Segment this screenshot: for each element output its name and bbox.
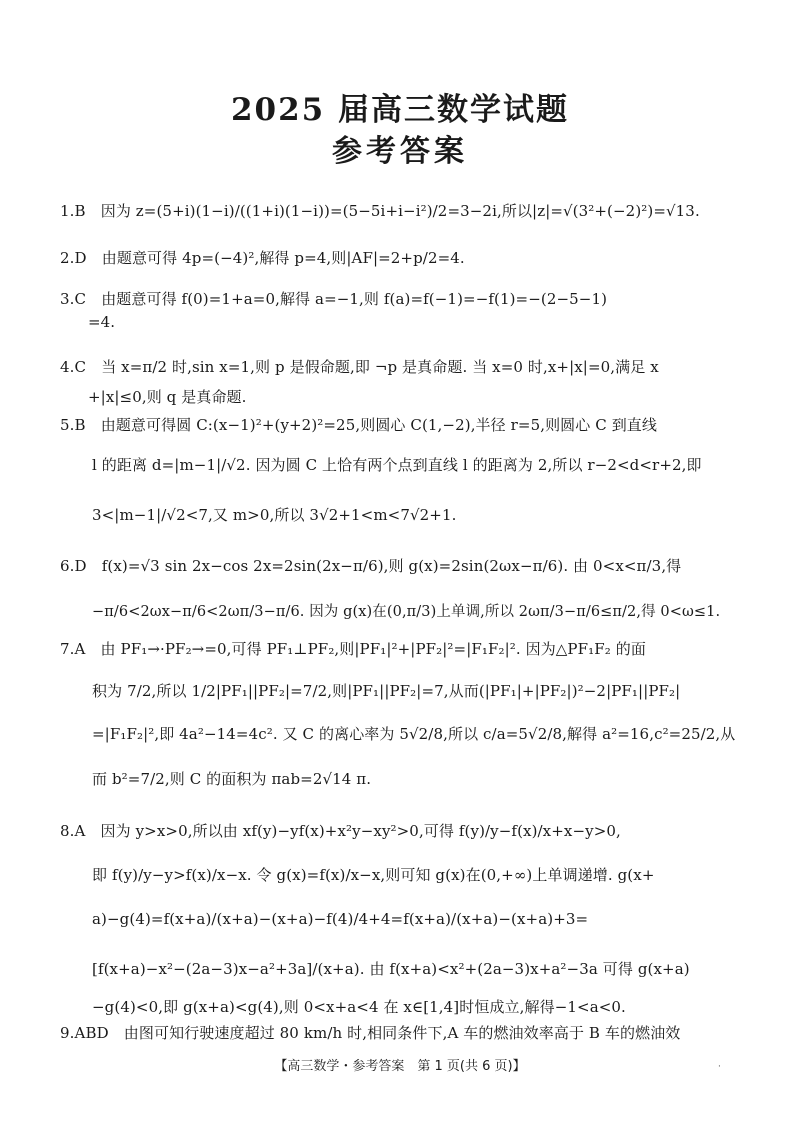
- answer-line-8e: −g(4)<0,即 g(x+a)<g(4),则 0<x+a<4 在 x∈[1,4]时恒成立,解得−1<a<0.: [92, 998, 626, 1016]
- answer-line-5c: 3<|m−1|/√2<7,又 m>0,所以 3√2+1<m<7√2+1.: [92, 506, 457, 524]
- page-title: 2025 届高三数学试题: [230, 92, 570, 128]
- answer-line-8d: [f(x+a)−x²−(2a−3)x−a²+3a]/(x+a). 由 f(x+a)<x²+(2a−3)x+a²−3a 可得 g(x+a): [92, 960, 690, 978]
- answer-line-8c: a)−g(4)=f(x+a)/(x+a)−(x+a)−f(4)/4+4=f(x+a)/(x+a)−(x+a)+3=: [92, 910, 589, 928]
- answer-line-5b: l 的距离 d=|m−1|/√2. 因为圆 C 上恰有两个点到直线 l 的距离为 2,所以 r−2<d<r+2,即: [92, 456, 702, 474]
- answer-line-5: 5.B 由题意可得圆 C:(x−1)²+(y+2)²=25,则圆心 C(1,−2),半径 r=5,则圆心 C 到直线: [60, 416, 657, 434]
- answer-line-1: 1.B 因为 z=(5+i)(1−i)/((1+i)(1−i))=(5−5i+i−i²)/2=3−2i,所以|z|=√(3²+(−2)²)=√13.: [60, 202, 700, 220]
- corner-mark: ·: [718, 1062, 721, 1072]
- answer-line-8: 8.A 因为 y>x>0,所以由 xf(y)−yf(x)+x²y−xy²>0,可得 f(y)/y−f(x)/x+x−y>0,: [60, 822, 621, 840]
- answer-line-7d: 而 b²=7/2,则 C 的面积为 πab=2√14 π.: [92, 770, 372, 788]
- answer-line-9: 9.ABD 由图可知行驶速度超过 80 km/h 时,相同条件下,A 车的燃油效率高于 B 车的燃油效: [60, 1024, 681, 1042]
- answer-line-6: 6.D f(x)=√3 sin 2x−cos 2x=2sin(2x−π/6),则 g(x)=2sin(2ωx−π/6). 由 0<x<π/3,得: [60, 557, 682, 575]
- answer-line-4: 4.C 当 x=π/2 时,sin x=1,则 p 是假命题,即 ¬p 是真命题. 当 x=0 时,x+|x|=0,满足 x: [60, 358, 659, 376]
- answer-line-7b: 积为 7/2,所以 1/2|PF₁||PF₂|=7/2,则|PF₁||PF₂|=7,从而(|PF₁|+|PF₂|)²−2|PF₁||PF₂|: [92, 682, 681, 700]
- answer-line-3b: =4.: [88, 313, 116, 331]
- answer-line-3: 3.C 由题意可得 f(0)=1+a=0,解得 a=−1,则 f(a)=f(−1)=−f(1)=−(2−5−1): [60, 290, 608, 308]
- answer-line-2: 2.D 由题意可得 4p=(−4)²,解得 p=4,则|AF|=2+p/2=4.: [60, 249, 465, 267]
- answer-line-7: 7.A 由 PF₁→·PF₂→=0,可得 PF₁⊥PF₂,则|PF₁|²+|PF₂|²=|F₁F₂|². 因为△PF₁F₂ 的面: [60, 640, 646, 658]
- page-footer: 【高三数学・参考答案 第 1 页(共 6 页)】: [274, 1059, 526, 1074]
- answer-line-7c: =|F₁F₂|²,即 4a²−14=4c². 又 C 的离心率为 5√2/8,所以 c/a=5√2/8,解得 a²=16,c²=25/2,从: [92, 725, 736, 743]
- page-subtitle: 参考答案: [332, 134, 468, 169]
- answer-line-8b: 即 f(y)/y−y>f(x)/x−x. 令 g(x)=f(x)/x−x,则可知 g(x)在(0,+∞)上单调递增. g(x+: [92, 866, 655, 884]
- answer-line-4b: +|x|≤0,则 q 是真命题.: [88, 388, 247, 406]
- answer-line-6b: −π/6<2ωx−π/6<2ωπ/3−π/6. 因为 g(x)在(0,π/3)上单调,所以 2ωπ/3−π/6≤π/2,得 0<ω≤1.: [92, 604, 721, 620]
